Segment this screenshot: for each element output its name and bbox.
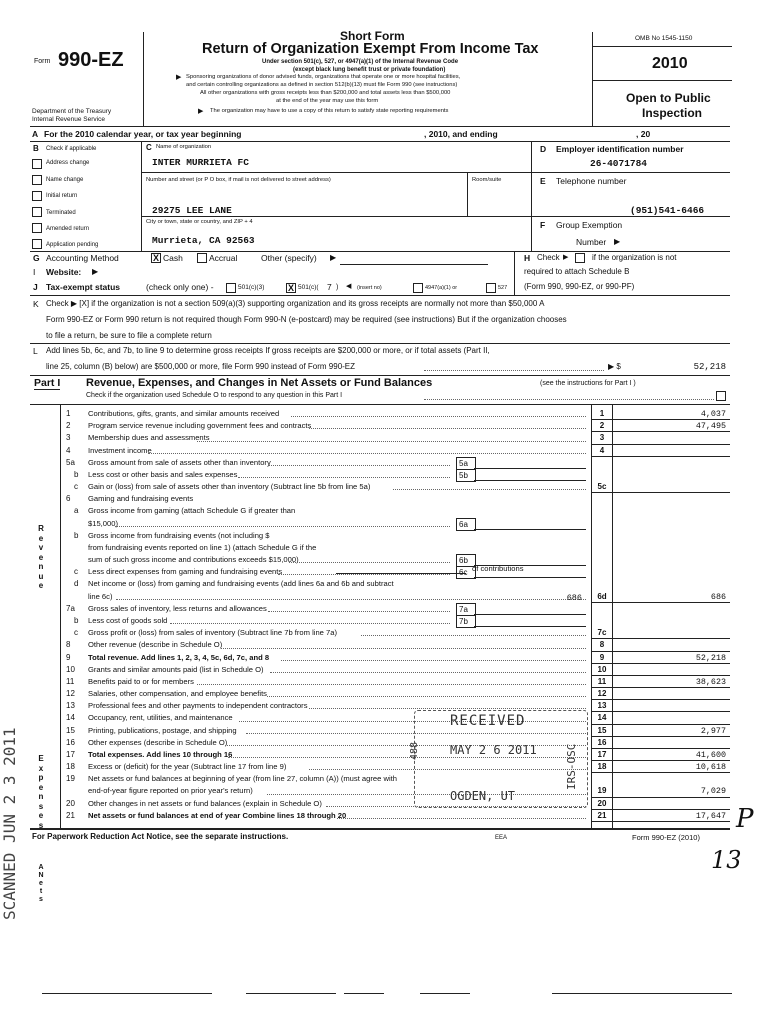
table-row: [60, 712, 730, 724]
section-f-letter: F: [540, 220, 546, 230]
arrow-icon: ▶: [198, 108, 204, 115]
table-row: [60, 591, 730, 603]
line-box-number: 9: [599, 652, 605, 662]
line-number: 10: [66, 664, 75, 674]
line-6b-value: 686: [566, 593, 582, 603]
arrow-icon: ▶: [563, 254, 569, 261]
line-description: Gain or (loss) from sale of assets other than inventory (Subtract line 5b from line 5a): [88, 482, 371, 492]
501c-close: ): [336, 284, 339, 291]
line-box-number: 17: [597, 749, 607, 759]
section-d-letter: D: [540, 144, 547, 154]
tax-exempt-paren: (check only one) -: [146, 282, 214, 292]
paperwork-notice: For Paperwork Reduction Act Notice, see the separate instructions.: [32, 832, 289, 841]
line-description: line 6c): [88, 591, 113, 601]
table-row: [60, 615, 730, 627]
table-row: [60, 700, 730, 712]
line-description: Investment income: [88, 445, 152, 455]
org-name-value: INTER MURRIETA FC: [152, 157, 249, 168]
form-id: Form 990-EZ (2010): [632, 833, 700, 842]
501c3-checkbox[interactable]: [226, 283, 236, 293]
inner-box-label: 5b: [459, 470, 468, 480]
line-a-mid: , 2010, and ending: [424, 129, 498, 139]
4947-label: 4947(a)(1) or: [425, 285, 458, 291]
line-number: c: [74, 628, 78, 638]
form-header: [30, 28, 730, 126]
section-h-check: Check: [537, 253, 560, 262]
line-description: Other expenses (describe in Schedule O): [88, 737, 228, 747]
line-a-label: A: [32, 129, 39, 139]
section-b-letter: B: [33, 144, 39, 153]
line-number: 4: [66, 445, 71, 455]
arrow-icon: ▶: [330, 253, 337, 262]
line-description: Gross sales of inventory, less returns and allowances: [88, 603, 267, 613]
line-number: 17: [66, 749, 75, 759]
page-title: Return of Organization Exempt From Income Tax: [202, 41, 539, 57]
line-description: Membership dues and assessments: [88, 433, 210, 443]
line-box-number: 1: [599, 409, 605, 418]
other-specify-input[interactable]: [340, 264, 488, 265]
line-amount: 4,037: [700, 409, 726, 419]
table-row: [60, 505, 730, 517]
4947-checkbox[interactable]: [413, 283, 423, 293]
line-description: Professional fees and other payments to independent contractors: [88, 701, 308, 711]
gross-receipts-value: 52,218: [693, 362, 726, 372]
line-description: Net income or (loss) from gaming and fundraising events (add lines 6a and 6b and subtract: [88, 579, 394, 589]
line-number: 3: [66, 433, 71, 443]
line-description: Less cost or other basis and sales expenses: [88, 469, 238, 479]
line-number: 6: [66, 494, 71, 504]
line-number: b: [74, 469, 79, 479]
line-box-number: 13: [597, 701, 607, 711]
527-label: 527: [498, 285, 508, 291]
line-number: 16: [66, 737, 75, 747]
section-h-text: required to attach Schedule B: [524, 267, 630, 276]
line-description: Salaries, other compensation, and employee benefits: [88, 689, 267, 699]
527-checkbox[interactable]: [486, 283, 496, 293]
line-number: 13: [66, 701, 75, 711]
inner-box-label: 6a: [459, 519, 468, 529]
table-row: [60, 652, 730, 664]
side-label-net-assets: A N e t s: [38, 864, 44, 903]
inner-box-label: 7a: [459, 604, 468, 614]
arrow-icon: ▶: [92, 267, 99, 276]
cash-checkbox[interactable]: X: [152, 253, 159, 263]
line-description: Total expenses. Add lines 10 through 16: [88, 749, 233, 759]
line-description: Contributions, gifts, grants, and similar amounts received: [88, 409, 280, 418]
line-amount: 47,495: [695, 421, 726, 432]
room-suite-label: Room/suite: [472, 177, 502, 183]
form-number: 990-EZ: [58, 49, 124, 71]
application-pending-label: Application pending: [46, 242, 99, 248]
section-b-label: Check if applicable: [46, 146, 97, 152]
table-row: [60, 420, 730, 432]
arrow-icon: ▶: [614, 237, 621, 246]
part-see: (see the instructions for Part I ): [540, 380, 636, 387]
line-number: 7a: [66, 603, 75, 613]
accounting-method-label: Accounting Method: [46, 253, 119, 263]
address-change-checkbox[interactable]: [32, 159, 42, 169]
terminated-label: Terminated: [46, 210, 76, 216]
line-description: Gross income from gaming (attach Schedule G if greater than: [88, 506, 296, 516]
table-row: [60, 725, 730, 737]
terminated-checkbox[interactable]: [32, 207, 42, 217]
part-label: Part I: [34, 377, 61, 389]
section-j-letter: J: [33, 282, 38, 292]
line-amount: 10,618: [695, 762, 726, 773]
table-row: [60, 785, 730, 797]
line-number: a: [74, 506, 79, 516]
table-row: [60, 810, 730, 822]
eea-label: EEA: [495, 835, 508, 841]
line-amount: 52,218: [695, 652, 726, 663]
line-box-number: 5c: [597, 482, 607, 492]
open-to-public: Open to Public: [626, 91, 711, 105]
table-row: [60, 773, 730, 785]
title-short: Short Form: [340, 29, 405, 43]
table-row: [60, 518, 730, 530]
initial-return-label: Initial return: [46, 193, 78, 199]
line-box-number: 20: [597, 798, 607, 808]
accrual-label: Accrual: [209, 253, 238, 263]
address-change-label: Address change: [46, 160, 90, 166]
group-number-label: Number: [576, 237, 607, 247]
name-change-label: Name change: [46, 177, 84, 183]
501c-label: 501(c)(: [298, 284, 319, 291]
table-row: [60, 469, 730, 481]
table-row: [60, 664, 730, 676]
schedule-o-checkbox[interactable]: [716, 391, 726, 401]
city-label: City or town, state or country, and ZIP + 4: [146, 219, 253, 225]
line-description: Other changes in net assets or fund balances (explain in Schedule O): [88, 798, 322, 808]
line-number: 1: [66, 409, 71, 418]
line-description: Net assets or fund balances at end of year Combine lines 18 through 20: [88, 810, 347, 820]
line-number: 2: [66, 421, 71, 431]
table-row: [60, 457, 730, 469]
line-description: from fundraising events reported on line 1) (attach Schedule G if the: [88, 542, 317, 552]
schedule-o-text: Check if the organization used Schedule O to respond to any question in this Part I: [86, 392, 343, 399]
line-description: Gaming and fundraising events: [88, 494, 194, 504]
table-row: [60, 737, 730, 749]
line-box-number: 11: [597, 676, 607, 686]
line-number: c: [74, 567, 78, 577]
table-row: [60, 432, 730, 444]
section-h-letter: H: [524, 253, 531, 263]
inner-box-label: 7b: [459, 617, 468, 626]
section-k-line: to file a return, be sure to file a complete return: [46, 331, 212, 340]
line-box-number: 2: [599, 421, 605, 431]
line-description: Total revenue. Add lines 1, 2, 3, 4, 5c, 6d, 7c, and 8: [88, 652, 270, 662]
handwritten-13: 13: [711, 846, 742, 874]
line-number: 18: [66, 762, 75, 772]
ein-label: Employer identification number: [556, 144, 684, 154]
tax-year: 2010: [652, 55, 688, 72]
inner-box-label: 6b: [459, 556, 468, 566]
header-note: The organization may have to use a copy of this return to satisfy state reporting requirements: [210, 108, 449, 114]
stamp-date: MAY 2 6 2011: [450, 743, 537, 757]
line-number: 14: [66, 713, 75, 723]
line-description: Net assets or fund balances at beginning of year (from line 27, column (A)) (must agree with: [88, 774, 397, 784]
table-row: [60, 603, 730, 615]
amended-return-checkbox[interactable]: [32, 223, 42, 233]
line-box-number: 10: [597, 664, 607, 674]
line-box-number: 8: [599, 640, 605, 650]
inner-line-box: [456, 603, 476, 616]
line-number: 15: [66, 725, 75, 735]
line-description: Other revenue (describe in Schedule O): [88, 640, 223, 650]
line-description: Gross amount from sale of assets other than inventory: [88, 457, 271, 467]
line-box-number: 21: [597, 810, 607, 820]
amended-return-label: Amended return: [46, 226, 90, 232]
under-section: Under section 501(c), 527, or 4947(a)(1) of the Internal Revenue Code: [262, 59, 459, 65]
schedule-b-checkbox[interactable]: [575, 253, 585, 263]
line-number: 8: [66, 640, 71, 650]
line-description: Occupancy, rent, utilities, and maintenance: [88, 713, 233, 723]
ein-value: 26-4071784: [590, 158, 648, 169]
table-row: [60, 493, 730, 505]
line-number: 19: [66, 774, 75, 784]
line-amount: 41,600: [695, 749, 726, 760]
line-amount: 17,647: [695, 810, 726, 821]
line-number: 12: [66, 689, 75, 699]
line-number: 11: [66, 676, 75, 686]
arrow-left-icon: ◀: [346, 283, 352, 290]
telephone-label: Telephone number: [556, 176, 627, 186]
line-number: 5a: [66, 457, 75, 467]
table-row: [60, 554, 730, 566]
line-number: 9: [66, 652, 71, 662]
omb-number: OMB No 1545-1150: [635, 35, 693, 42]
line-description: Printing, publications, postage, and shipping: [88, 725, 237, 735]
arrow-icon: ▶ $: [608, 362, 621, 371]
irs-label: Internal Revenue Service: [32, 116, 105, 123]
table-row: [60, 749, 730, 761]
street-value: 29275 LEE LANE: [152, 205, 232, 216]
application-pending-checkbox[interactable]: [32, 239, 42, 249]
table-row: [60, 639, 730, 651]
line-box-number: 16: [597, 737, 607, 747]
street-label: Number and street (or P O box, if mail is not delivered to street address): [146, 177, 331, 183]
stamp-irs-osc: IRS-OSC: [565, 743, 578, 790]
table-row: [60, 761, 730, 773]
line-box-number: 7c: [597, 628, 607, 638]
section-e-letter: E: [540, 176, 546, 186]
line-box-number: 4: [599, 445, 605, 455]
side-label-expenses: E x p e n s e s: [38, 754, 44, 830]
other-specify-label: Other (specify): [261, 253, 317, 263]
line-a-end: , 20: [636, 129, 651, 139]
accrual-checkbox[interactable]: [197, 253, 207, 263]
section-k-line: Check ▶ [X] if the organization is not a section 509(a)(3) supporting organization and its gross receipts are normally not more than $50,000 A: [46, 299, 545, 308]
line-box-number: 12: [597, 689, 607, 699]
section-i-letter: I: [33, 267, 36, 277]
line-description: Less direct expenses from gaming and fundraising events: [88, 567, 283, 577]
stamp-received: RECEIVED: [450, 713, 526, 729]
inner-box-label: 5a: [459, 458, 468, 468]
line-box-number: 14: [597, 713, 607, 723]
line-description: $15,000): [88, 518, 118, 528]
website-label: Website:: [46, 267, 82, 277]
line-box-number: 6d: [597, 591, 607, 601]
treasury-dept: Department of the Treasury: [32, 108, 112, 115]
stamp-code: 488: [409, 741, 420, 760]
table-row: [60, 627, 730, 639]
line-description: Program service revenue including government fees and contracts: [88, 421, 312, 431]
line-number: b: [74, 616, 79, 625]
header-note: and certain controlling organizations as defined in section 512(b)(13) must file Form 990 (see instructions): [186, 82, 458, 88]
line-a-text: For the 2010 calendar year, or tax year beginning: [44, 129, 242, 139]
line-description: sum of such gross income and contributions exceeds $15,000): [88, 555, 299, 565]
table-row: [60, 481, 730, 493]
line-number: 21: [66, 810, 75, 820]
line-description: Gross income from fundraising events (not including $: [88, 530, 270, 540]
inner-box-label: 6c: [459, 568, 468, 578]
section-k-line: Form 990-EZ or Form 990 return is not required though Form 990-N (e-postcard) may be required (see instructions) But if the organization chooses: [46, 315, 567, 324]
table-row: [60, 542, 730, 554]
table-row: [60, 408, 730, 420]
except-trust: (except black lung benefit trust or private foundation): [293, 67, 446, 73]
stamp-city: OGDEN, UT: [450, 789, 516, 803]
name-change-checkbox[interactable]: [32, 175, 42, 185]
line-description: Less cost of goods sold: [88, 616, 168, 625]
table-row: [60, 798, 730, 810]
city-value: Murrieta, CA 92563: [152, 235, 255, 246]
section-l-letter: L: [33, 346, 38, 356]
line-description: Excess or (deficit) for the year (Subtract line 17 from line 9): [88, 762, 287, 772]
header-note: All other organizations with gross receipts less than $200,000 and total assets less than $500,000: [200, 90, 451, 96]
table-row: [60, 688, 730, 700]
line-amount: 7,029: [700, 786, 726, 797]
section-c-letter: C: [146, 143, 152, 152]
line-description: Grants and similar amounts paid (list in Schedule O): [88, 664, 264, 674]
line-number: 20: [66, 798, 75, 808]
line-number: b: [74, 530, 79, 540]
line-description: Benefits paid to or for members: [88, 676, 194, 686]
line-box-number: 18: [597, 762, 607, 772]
line-number: d: [74, 579, 79, 589]
section-l-line: Add lines 5b, 6c, and 7b, to line 9 to determine gross receipts If gross receipts are $200,000 or more, or if total assets (Part II,: [46, 346, 490, 355]
line-description: Gross profit or (loss) from sales of inventory (Subtract line 7b from line 7a): [88, 628, 337, 638]
initial-return-checkbox[interactable]: [32, 191, 42, 201]
line-box-number: 19: [597, 786, 607, 796]
501c-checkbox[interactable]: X: [287, 283, 294, 293]
side-label-revenue: R e v e n u e: [38, 524, 44, 590]
line-box-number: 3: [599, 433, 605, 443]
cash-label: Cash: [163, 253, 183, 263]
inspection-label: Inspection: [642, 106, 703, 120]
arrow-icon: ▶: [176, 74, 182, 81]
section-h-text: if the organization is not: [592, 253, 677, 262]
table-row: [60, 578, 730, 590]
501c-number: 7: [327, 282, 332, 292]
form-label: Form: [34, 58, 51, 65]
section-h-text: (Form 990, 990-EZ, or 990-PF): [524, 282, 635, 291]
org-name-label: Name of organization: [156, 144, 212, 150]
part-title: Revenue, Expenses, and Changes in Net Assets or Fund Balances: [86, 377, 433, 389]
telephone-value: (951)541-6466: [630, 205, 705, 216]
line-description: end-of-year figure reported on prior year's return): [88, 786, 253, 796]
line-amount: 686: [710, 591, 726, 602]
line-6b-contrib-label: of contributions: [472, 564, 524, 573]
line-amount: 2,977: [700, 725, 726, 736]
line-number: c: [74, 482, 78, 492]
scanned-stamp: SCANNED JUN 2 3 2011: [0, 727, 19, 920]
line-box-number: 15: [597, 725, 607, 735]
insert-no-label: (insert no): [357, 285, 382, 291]
table-row: [60, 676, 730, 688]
line-amount: 38,623: [695, 676, 726, 687]
header-note: Sponsoring organizations of donor advised funds, organizations that operate one or more hospital facilities,: [186, 74, 461, 80]
table-row: [60, 445, 730, 457]
section-g-letter: G: [33, 253, 40, 263]
table-row: [60, 530, 730, 542]
tax-exempt-label: Tax-exempt status: [46, 282, 121, 292]
section-l-line: line 25, column (B) below) are $500,000 or more, file Form 990 instead of Form 990-EZ: [46, 362, 356, 371]
header-note: at the end of the year may use this form: [276, 98, 379, 104]
section-k-letter: K: [33, 299, 39, 309]
501c3-label: 501(c)(3): [238, 284, 265, 291]
handwritten-p: P: [736, 804, 754, 834]
group-exemption-label: Group Exemption: [556, 220, 623, 230]
